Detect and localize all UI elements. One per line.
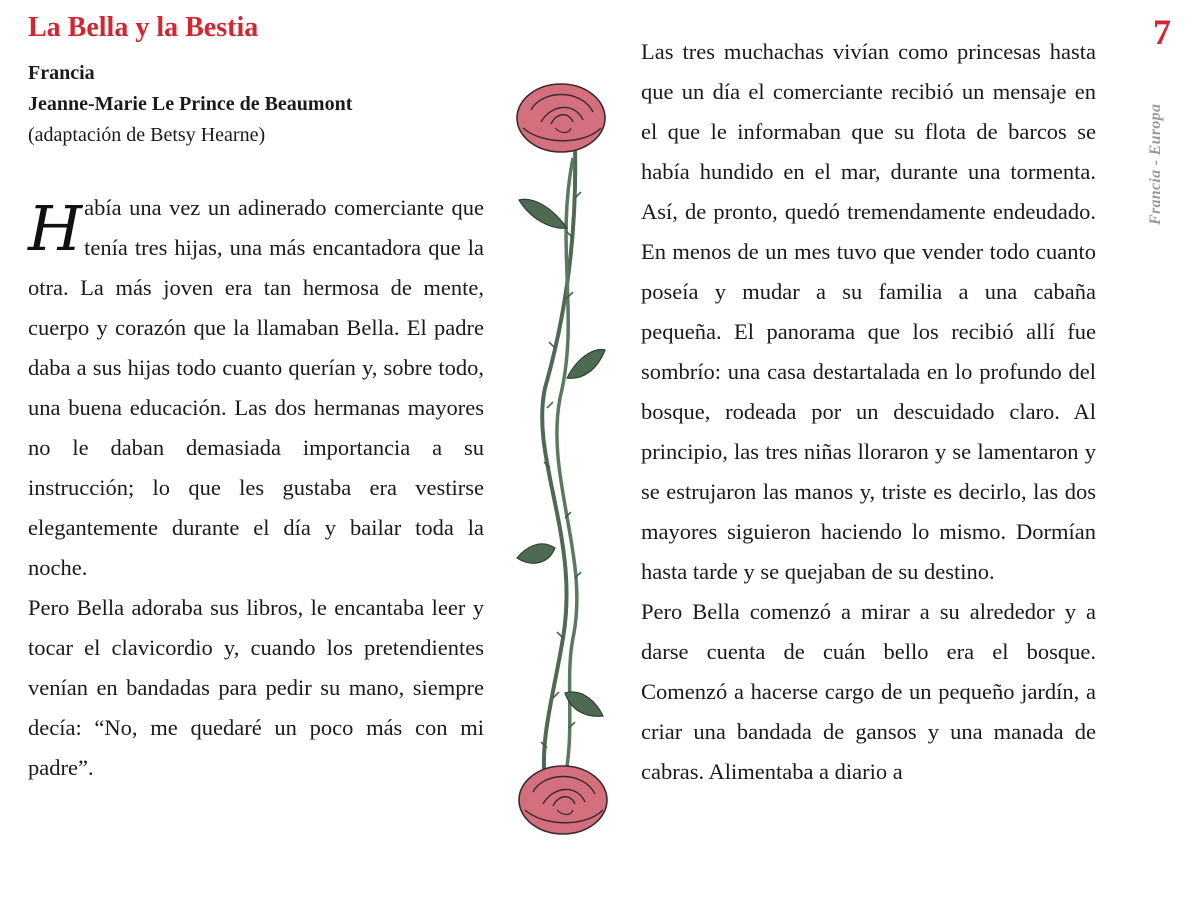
rose-stem-illustration-icon — [505, 78, 620, 843]
right-column — [641, 32, 1096, 792]
paragraph-4: Pero Bella comenzó a mirar a su alrededor y a darse cuenta de cuán bello era el bosque. Comenzó a hacerse cargo de un pequeño jardín, a criar una bandada de gansos y una manada de cabras. Alimentaba a diario a — [641, 599, 1096, 784]
left-column — [28, 188, 484, 788]
paragraph-1-text: abía una vez un adinerado comerciante que tenía tres hijas, una más encantadora que la otra. La más joven era tan hermosa de mente, cuerpo y corazón que la llamaban Bella. El padre daba a sus hijas todo cuanto querían y, sobre todo, una buena educación. Las dos hermanas mayores no le daban demasiada importancia a su instrucción; lo que les gustaba era vestirse elegantemente durante el día y bailar toda la noche. — [28, 195, 484, 580]
paragraph-1 — [28, 188, 484, 588]
paragraph-2: Pero Bella adoraba sus libros, le encantaba leer y tocar el clavicordio y, cuando los pretendientes venían en bandadas para pedir su mano, siempre decía: “No, me quedaré un poco más con mi padre”. — [28, 595, 484, 780]
story-title: La Bella y la Bestia — [28, 12, 259, 43]
story-author: Jeanne-Marie Le Prince de Beaumont — [28, 93, 353, 115]
story-country: Francia — [28, 62, 95, 84]
paragraph-3: Las tres muchachas vivían como princesas hasta que un día el comerciante recibió un mensaje en el que le informaban que su flota de barcos se había hundido en el mar, durante una tormenta. Así, de pronto, quedó tremendamente endeudado. En menos de un mes tuvo que vender todo cuanto poseía y mudar a su familia a una cabaña pequeña. El panorama que los recibió allí fue sombrío: una casa destartalada en lo profundo del bosque, rodeada por un descuidado claro. Al principio, las tres niñas lloraron y se lamentaron y se estrujaron las manos y, triste es decirlo, las dos mayores siguieron haciendo lo mismo. Dormían hasta tarde y se quejaban de su destino. — [641, 39, 1096, 584]
drop-cap: H — [28, 192, 83, 265]
story-adaptation: (adaptación de Betsy Hearne) — [28, 124, 266, 146]
page-number: 7 — [1153, 12, 1171, 52]
section-tag: Francia - Europa — [1147, 103, 1164, 225]
story-meta — [28, 58, 352, 151]
